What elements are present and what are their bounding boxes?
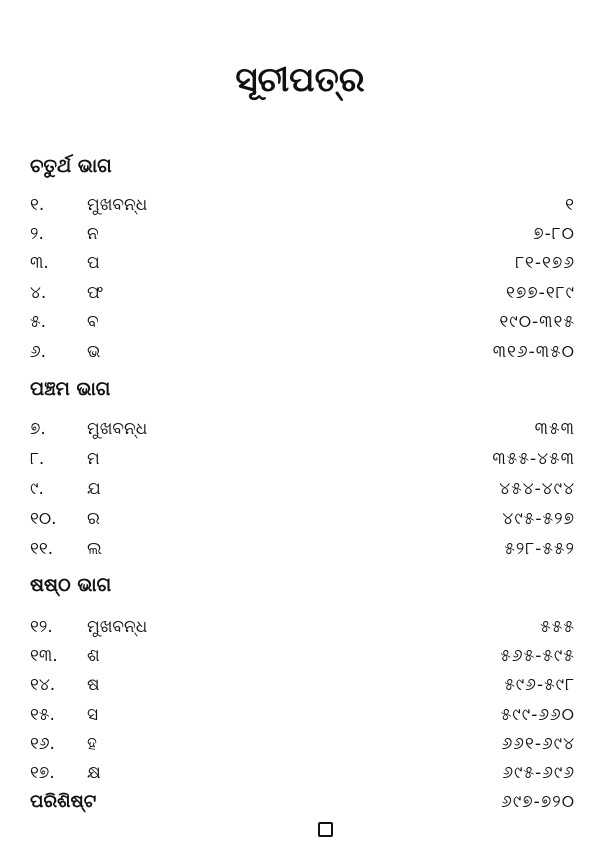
toc-number: ୧୨. [30,617,53,637]
toc-number: ୧୧. [30,539,54,559]
toc-row [30,643,575,669]
toc-row [30,280,575,306]
toc-label: ଷ [87,675,100,695]
toc-row [30,221,575,247]
toc-row [30,339,575,365]
toc-number: ୯. [30,479,44,499]
toc-row [30,760,575,786]
toc-pages: ୪୫୪-୪୯୪ [499,479,575,499]
toc-pages: ୮୧-୧୭୬ [515,253,575,273]
toc-number: ୧. [30,195,45,215]
toc-pages: ୫୨୮-୫୫୨ [504,539,575,559]
toc-number: ୧୦. [30,509,57,529]
toc-label: ଭ [87,342,101,362]
toc-number: ୧୭. [30,763,55,783]
toc-row [30,192,575,218]
toc-number: ୮. [30,449,45,469]
toc-label: କ୍ଷ [87,763,101,783]
toc-label: ର [87,509,100,529]
page-title: ସୂଚୀପତ୍ର [235,60,365,100]
toc-pages: ୫୬୫-୫୯୫ [500,646,575,666]
appendix-pages: ୬୯୭-୭୨୦ [501,792,575,812]
square-outline-icon [318,822,333,837]
toc-label: ହ [87,734,97,754]
toc-number: ୪. [30,283,47,303]
toc-pages: ୧୭୭-୧୮୯ [506,283,575,303]
toc-pages: ୪୯୫-୫୨୭ [502,509,575,529]
toc-number: ୬. [30,342,47,362]
toc-row [30,536,575,562]
toc-label: ମୁଖବନ୍ଧ [87,195,148,215]
toc-number: ୧୩. [30,646,58,666]
toc-row [30,309,575,335]
toc-label: ଲ [87,539,102,559]
toc-pages: ୫୯୯-୬୬୦ [500,705,575,725]
toc-pages: ୭-୮୦ [533,224,575,244]
toc-number: ୩. [30,253,49,273]
section-heading-part-4: ଚତୁର୍ଥ ଭାଗ [30,155,112,177]
toc-pages: ୩୫୫-୪୫୩ [492,449,575,469]
section-heading-part-5: ପଞ୍ଚମ ଭାଗ [30,378,111,400]
toc-number: ୧୫. [30,705,55,725]
toc-row [30,702,575,728]
toc-row [30,416,575,442]
toc-pages: ୬୬୧-୬୯୪ [501,734,575,754]
toc-label: ଫ [87,283,104,303]
toc-pages: ୬୯୫-୬୯୬ [502,763,575,783]
toc-number: ୭. [30,419,46,439]
appendix-label: ପରିଶିଷ୍ଟ [30,791,97,812]
toc-pages: ୧ [565,195,575,215]
section-heading-part-6: ଷଷ୍ଠ ଭାଗ [30,574,112,596]
toc-pages: ୧୯୦-୩୧୫ [499,312,575,332]
toc-label: ବ [87,312,99,332]
toc-label: ଶ [87,646,100,666]
toc-row [30,506,575,532]
toc-pages: ୫୫୫ [540,617,575,637]
toc-row [30,614,575,640]
toc-row [30,476,575,502]
toc-number: ୨. [30,224,44,244]
toc-number: ୧୪. [30,675,56,695]
toc-row [30,731,575,757]
toc-row [30,446,575,472]
toc-number: ୧୬. [30,734,55,754]
toc-row [30,250,575,276]
toc-label: ନ [87,224,99,244]
toc-label: ପ [87,253,100,273]
toc-row [30,672,575,698]
toc-label: ସ [87,705,99,725]
toc-label: ମ [87,449,100,469]
toc-label: ଯ [87,479,101,499]
toc-label: ମୁଖବନ୍ଧ [87,419,148,439]
toc-pages: ୩୫୩ [534,419,575,439]
toc-number: ୫. [30,312,47,332]
toc-pages: ୩୧୬-୩୫୦ [492,342,575,362]
toc-pages: ୫୯୬-୫୯୮ [504,675,575,695]
appendix-row [30,789,575,815]
toc-label: ମୁଖବନ୍ଧ [87,617,148,637]
